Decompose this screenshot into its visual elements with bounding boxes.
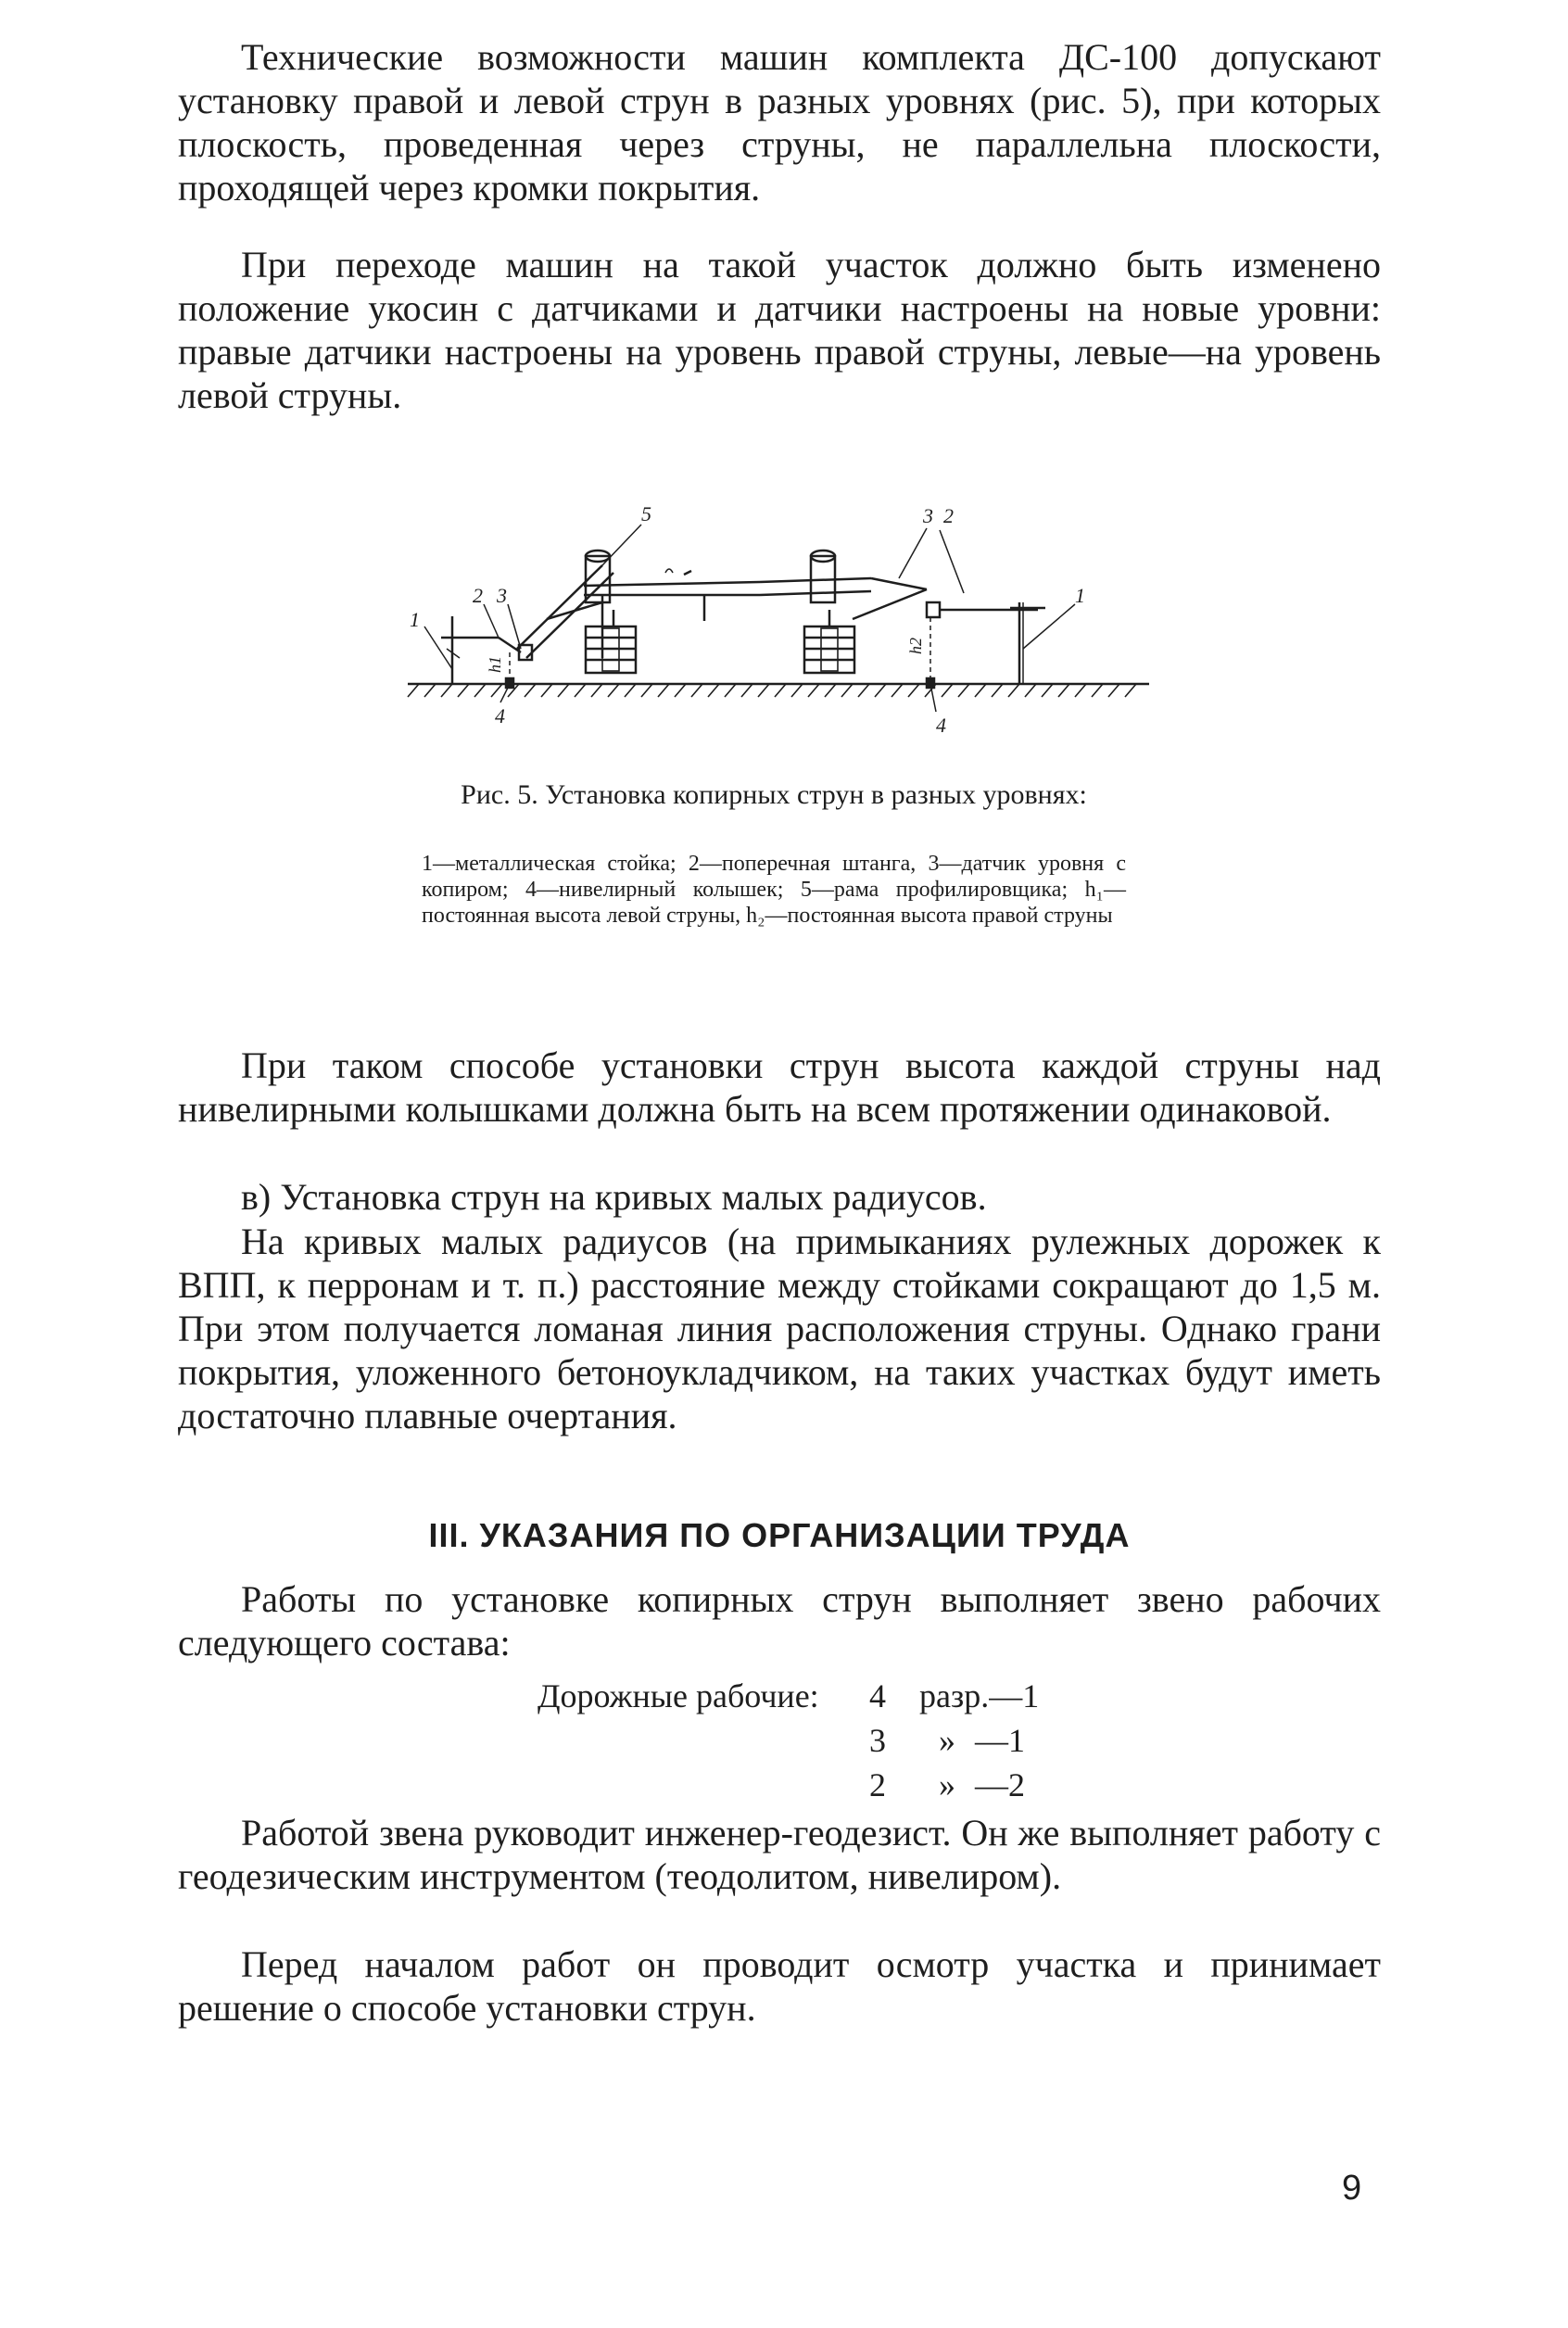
label-1-right: 1 <box>1075 584 1085 607</box>
crew-count: —1 <box>975 1722 1025 1759</box>
label-2-right: 2 <box>943 504 954 527</box>
right-metal-stand <box>1010 602 1045 684</box>
right-sensor-arm <box>853 589 1038 619</box>
page-number: 9 <box>1342 2169 1362 2208</box>
label-1-left: 1 <box>410 608 420 631</box>
label-h2: h2 <box>906 638 925 654</box>
label-4-right: 4 <box>936 714 946 737</box>
label-4-left: 4 <box>495 704 505 728</box>
paragraph-6: Работы по установке копирных струн выполняет звено рабочих следующего состава: <box>178 1578 1381 1664</box>
crew-unit: » <box>939 1766 955 1803</box>
right-crawler <box>804 610 854 673</box>
crew-grade: 3 <box>869 1722 886 1759</box>
label-3-right: 3 <box>923 504 933 527</box>
left-crawler <box>586 610 636 673</box>
crew-grade: 2 <box>869 1766 886 1803</box>
crew-count: —2 <box>975 1766 1025 1803</box>
crew-row <box>537 1674 1039 1718</box>
paragraph-5: На кривых малых радиусов (на примыканиях рулежных дорожек к ВПП, к перронам и т. п.) расстояние между стойками сокращают до 1,5 м. При этом получается ломаная линия расположения струны. Однако грани покрытия, уложенного бетоноукладчиком, на таких участках будут иметь достаточно плавные очертания. <box>178 1221 1381 1436</box>
crew-table <box>537 1674 1039 1807</box>
crew-grade: 4 <box>869 1677 886 1714</box>
figure-caption: Рис. 5. Установка копирных струн в разных уровнях: <box>461 779 1087 810</box>
label-2-left: 2 <box>473 584 483 607</box>
profiler-frame <box>517 565 927 658</box>
crew-label: Дорожные рабочие: <box>537 1677 819 1714</box>
paragraph-7: Работой звена руководит инженер-геодезист. Он же выполняет работу с геодезическим инструментом (теодолитом, нивелиром). <box>178 1812 1381 1897</box>
label-5: 5 <box>641 502 651 525</box>
crew-row <box>537 1763 1039 1807</box>
crew-count: —1 <box>989 1677 1040 1714</box>
crew-unit: » <box>939 1722 955 1759</box>
paragraph-2: При переходе машин на такой участок должно быть изменено положение укосин с датчиками и датчики настроены на новые уровни: правые датчики настроены на уровень правой струны, левые—на уровень левой струны. <box>178 244 1381 416</box>
crew-unit: разр. <box>919 1677 990 1714</box>
label-3-left: 3 <box>497 584 507 607</box>
paragraph-8: Перед началом работ он проводит осмотр участка и принимает решение о способе установки струн. <box>178 1943 1381 2029</box>
section-heading: III. УКАЗАНИЯ ПО ОРГАНИЗАЦИИ ТРУДА <box>428 1516 1131 1554</box>
paragraph-4: в) Установка струн на кривых малых радиусов. <box>241 1176 987 1218</box>
left-peg <box>506 678 513 688</box>
figure-legend: 1—металлическая стойка; 2—поперечная штанга, 3—датчик уровня с копиром; 4—нивелирный колышек; 5—рама профилировщика; h₁—постоянная высота левой струны, h₂—постоянная высота правой струны <box>422 852 1126 928</box>
paragraph-3: При таком способе установки струн высота каждой струны над нивелирными колышками должна быть на всем протяжении одинаковой. <box>178 1044 1381 1130</box>
paragraph-1: Технические возможности машин комплекта ДС-100 допускают установку правой и левой струн в разных уровнях (рис. 5), при которых плоскость, проведенная через струны, не параллельна плоскости, проходящей через кромки покрытия. <box>178 36 1381 209</box>
crew-row <box>537 1718 1039 1763</box>
figure-5-diagram <box>371 463 1186 751</box>
label-h1: h1 <box>486 656 504 673</box>
left-metal-stand <box>441 616 521 684</box>
ground-hatching <box>408 684 1136 697</box>
right-column <box>811 550 835 602</box>
right-level-sensor <box>927 602 940 617</box>
